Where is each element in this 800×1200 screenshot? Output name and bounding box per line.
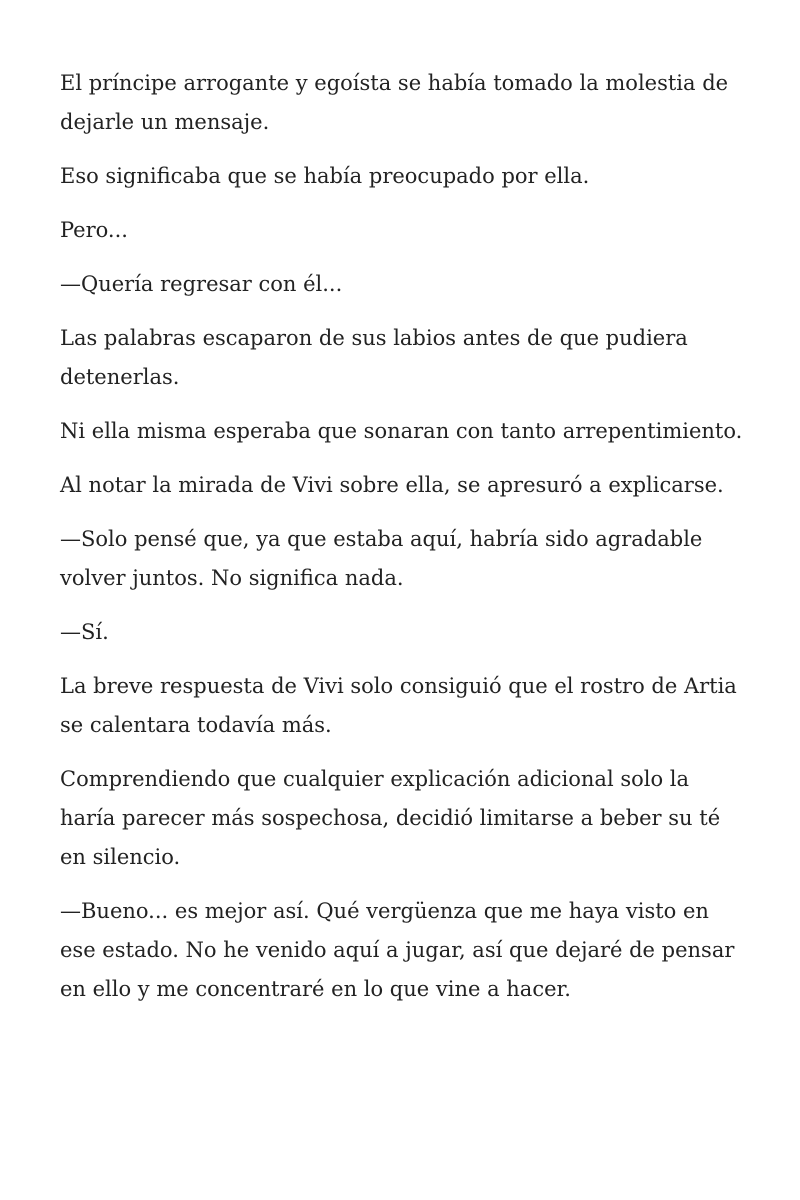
paragraph: Pero... (60, 218, 128, 242)
paragraph: Al notar la mirada de Vivi sobre ella, se apresuró a explicarse. (60, 473, 724, 497)
dialogue-paragraph: —Solo pensé que, ya que estaba aquí, habría sido agradable volver juntos. No significa nada. (60, 527, 703, 590)
paragraph: Las palabras escaparon de sus labios antes de que pudiera detenerlas. (60, 326, 688, 389)
paragraph: Ni ella misma esperaba que sonaran con tanto arrepentimiento. (60, 419, 743, 443)
paragraph: La breve respuesta de Vivi solo consiguió que el rostro de Artia se calentara todavía más. (60, 674, 737, 737)
paragraph: Comprendiendo que cualquier explicación adicional solo la haría parecer más sospechosa, decidió limitarse a beber su té en silencio. (60, 767, 721, 869)
dialogue-paragraph: —Bueno... es mejor así. Qué vergüenza que me haya visto en ese estado. No he venido aquí a jugar, así que dejaré de pensar en ello y me concentraré en lo que vine a hacer. (60, 899, 735, 1001)
reading-page (60, 64, 750, 1024)
dialogue-paragraph: —Quería regresar con él... (60, 272, 343, 296)
dialogue-paragraph: —Sí. (60, 620, 109, 644)
paragraph: El príncipe arrogante y egoísta se había tomado la molestia de dejarle un mensaje. (60, 71, 729, 134)
paragraph: Eso significaba que se había preocupado por ella. (60, 164, 590, 188)
